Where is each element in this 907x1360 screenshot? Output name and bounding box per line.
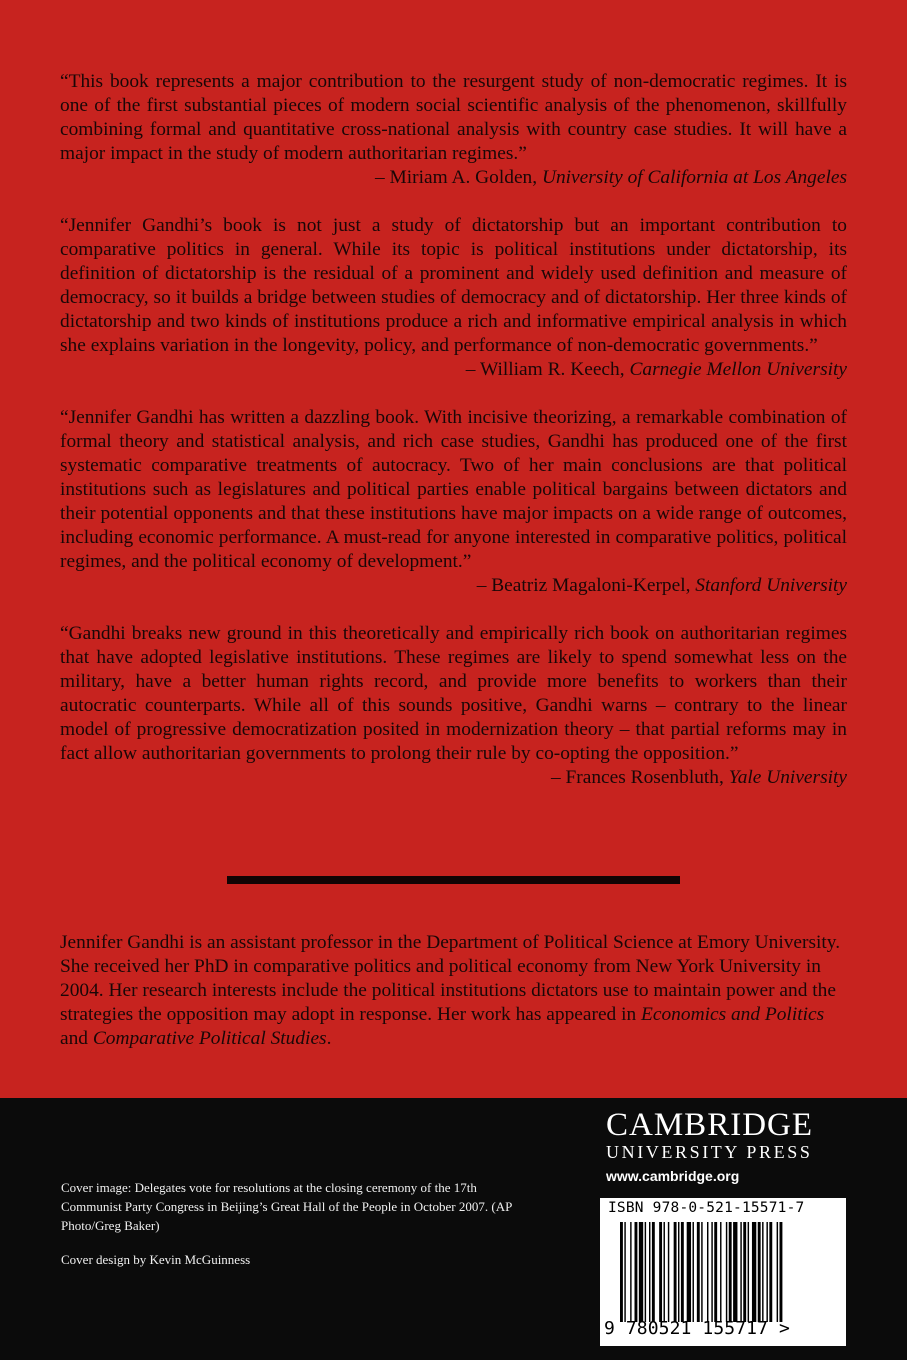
author-affiliation: University of California at Los Angeles [541, 167, 847, 188]
barcode-bar [733, 1222, 737, 1322]
publisher-logo [606, 1108, 846, 1186]
author-affiliation: Yale University [728, 767, 847, 788]
cover-credits [61, 1178, 531, 1284]
publisher-url: www.cambridge.org [606, 1168, 740, 1184]
quote-text: “Gandhi breaks new ground in this theoretically and empirically rich book on authoritarian regimes that have adopted legislative institutions. These regimes are likely to spend somewhat less on the military, have a better human rights record, and provide more benefits to workers than their autocratic counterparts. While all of this sounds positive, Gandhi warns – contrary to the linear model of progressive democratization posited in modernization theory – that partial reforms may in fact allow authoritarian governments to prolong their rule by co-opting the opposition.” [60, 623, 847, 764]
cover-design-credit: Cover design by Kevin McGuinness [61, 1252, 251, 1267]
divider-rule [227, 876, 680, 884]
isbn-label: ISBN 978-0-521-15571-7 [608, 1200, 805, 1216]
attribution [60, 766, 847, 790]
barcode-bar [649, 1222, 650, 1322]
barcode-bar [639, 1222, 643, 1322]
barcode-bar [697, 1222, 700, 1322]
barcode-bar [645, 1222, 646, 1322]
bio-journal: Economics and Politics [641, 1004, 825, 1026]
barcode-bar [711, 1222, 712, 1322]
barcode-bar [678, 1222, 679, 1322]
bio-and: and [60, 1028, 93, 1050]
barcode-bar [664, 1222, 665, 1322]
attribution [60, 574, 847, 598]
endorsement-rosenbluth [60, 622, 847, 790]
barcode-panel [600, 1198, 846, 1346]
endorsement-golden [60, 70, 847, 190]
barcode-bar [707, 1222, 708, 1322]
barcode-bar [752, 1222, 756, 1322]
author-affiliation: Stanford University [695, 575, 847, 596]
barcode-bar [729, 1222, 732, 1322]
barcode-bar [743, 1222, 746, 1322]
author-bio [60, 931, 847, 1051]
attribution [60, 358, 847, 382]
barcode-bar [668, 1222, 669, 1322]
publisher-subtitle: UNIVERSITY PRESS [606, 1142, 813, 1162]
barcode-bar [766, 1222, 767, 1322]
author-affiliation: Carnegie Mellon University [629, 359, 847, 380]
barcode-bar [674, 1222, 677, 1322]
quote-text: “This book represents a major contribution to the resurgent study of non-democratic regimes. It is one of the first substantial pieces of modern social scientific analysis of the phenomenon, skillfully combining formal and quantitative cross-national analysis with country case studies. It will have a major impact in the study of modern authoritarian regimes.” [60, 71, 847, 164]
barcode-bar [624, 1222, 625, 1322]
quote-text: “Jennifer Gandhi’s book is not just a study of dictatorship but an important contribution to comparative politics in general. While its topic is political institutions under dictatorship, its definition of dictatorship is the residual of a prominent and widely used definition and measure of democracy, so it builds a bridge between studies of democracy and of dictatorship. Her three kinds of dictatorship and two kinds of institutions produce a rich and informative empirical analysis in which she explains variation in the longevity, policy, and performance of non-democratic governments.” [60, 215, 847, 356]
author-name: – Miriam A. Golden, [374, 167, 542, 188]
endorsement-magaloni-kerpel [60, 406, 847, 598]
endorsement-keech [60, 214, 847, 382]
barcode-bar [635, 1222, 638, 1322]
barcode-bar [701, 1222, 702, 1322]
barcode-digits: 9 780521 155717 > [604, 1318, 790, 1339]
barcode-bar [693, 1222, 694, 1322]
author-name: – Frances Rosenbluth, [550, 767, 729, 788]
bio-end: . [326, 1028, 332, 1050]
barcode-bar [620, 1222, 623, 1322]
barcode-bar [748, 1222, 749, 1322]
barcode-bar [687, 1222, 691, 1322]
author-name: – William R. Keech, [465, 359, 630, 380]
barcode-bar [780, 1222, 783, 1322]
barcode [620, 1222, 830, 1322]
footer-band [0, 1098, 907, 1360]
endorsements [60, 70, 847, 814]
cover-image-credit: Cover image: Delegates vote for resolutions at the closing ceremony of the 17th Communist Party Congress in Beijing’s Great Hall of the People in October 2007. (AP Photo/Greg Baker) [61, 1180, 512, 1233]
publisher-name: CAMBRIDGE [606, 1107, 814, 1143]
quote-text: “Jennifer Gandhi has written a dazzling book. With incisive theorizing, a remarkable combination of formal theory and statistical analysis, and rich case studies, Gandhi has produced one of the first systematic comparative treatments of autocracy. Two of her main conclusions are that political institutions such as legislatures and political parties enable political bargains between dictators and their potential opponents and that these institutions have major impacts on a wide range of outcomes, including economic performance. A must-read for anyone interested in comparative politics, political regimes, and the political economy of development.” [60, 407, 847, 572]
barcode-bar [720, 1222, 721, 1322]
barcode-bar [652, 1222, 655, 1322]
barcode-bar [769, 1222, 772, 1322]
author-name: – Beatriz Magaloni-Kerpel, [476, 575, 696, 596]
attribution [60, 166, 847, 190]
barcode-bar [726, 1222, 727, 1322]
barcode-bar [777, 1222, 778, 1322]
barcode-bar [681, 1222, 684, 1322]
barcode-bar [762, 1222, 763, 1322]
barcode-bar [758, 1222, 761, 1322]
barcode-bar [630, 1222, 631, 1322]
barcode-bar [714, 1222, 717, 1322]
bio-journal: Comparative Political Studies [92, 1028, 327, 1050]
barcode-bar [740, 1222, 741, 1322]
bio-text: Jennifer Gandhi is an assistant professor in the Department of Political Science at Emory University. She received her PhD in comparative politics and political economy from New York University in 2004. Her research interests include the political institutions dictators use to maintain power and the strategies the opposition may adopt in response. Her work has appeared in [60, 932, 841, 1026]
barcode-bar [659, 1222, 662, 1322]
